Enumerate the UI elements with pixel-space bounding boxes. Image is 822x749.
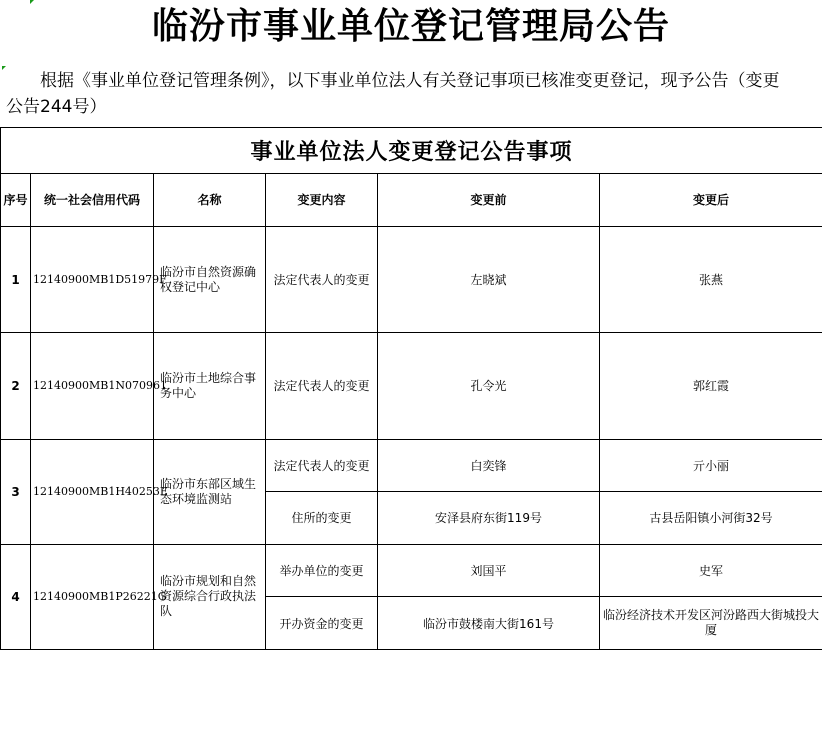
unit-name: 临汾市自然资源确权登记中心 <box>154 227 266 333</box>
change-content: 法定代表人的变更 <box>266 227 378 333</box>
credit-code: 12140900MB1N070961 <box>31 333 154 439</box>
value-after: 张燕 <box>600 227 822 333</box>
change-content: 法定代表人的变更 <box>266 333 378 439</box>
change-content: 法定代表人的变更 <box>266 439 378 492</box>
value-before: 安泽县府东街119号 <box>378 492 600 545</box>
credit-code: 12140900MB1D51979F <box>31 227 154 333</box>
credit-code: 12140900MB1P26221G <box>31 544 154 649</box>
row-index: 4 <box>1 544 31 649</box>
row-index: 1 <box>1 227 31 333</box>
change-registration-table <box>0 127 822 650</box>
change-content: 开办资金的变更 <box>266 597 378 650</box>
header-index: 序号 <box>1 173 31 227</box>
value-before: 刘国平 <box>378 544 600 597</box>
change-content: 举办单位的变更 <box>266 544 378 597</box>
change-content: 住所的变更 <box>266 492 378 545</box>
value-after: 临汾经济技术开发区河汾路西大街城投大厦 <box>600 597 822 650</box>
value-after: 古县岳阳镇小河街32号 <box>600 492 822 545</box>
header-after: 变更后 <box>600 173 822 227</box>
page-title: 临汾市事业单位登记管理局公告 <box>151 5 670 47</box>
value-before: 白奕锋 <box>378 439 600 492</box>
table-row <box>1 333 822 439</box>
header-credit-code: 统一社会信用代码 <box>31 173 154 227</box>
table-row <box>1 439 822 492</box>
credit-code: 12140900MB1H40253E <box>31 439 154 544</box>
value-before: 左晓斌 <box>378 227 600 333</box>
row-index: 3 <box>1 439 31 544</box>
value-before: 临汾市鼓楼南大街161号 <box>378 597 600 650</box>
unit-name: 临汾市规划和自然资源综合行政执法队 <box>154 544 266 649</box>
value-after: 郭红霞 <box>600 333 822 439</box>
table-title: 事业单位法人变更登记公告事项 <box>1 128 822 174</box>
value-after: 亓小丽 <box>600 439 822 492</box>
table-row <box>1 227 822 333</box>
header-change-content: 变更内容 <box>266 173 378 227</box>
header-name: 名称 <box>154 173 266 227</box>
value-after: 史军 <box>600 544 822 597</box>
value-before: 孔令光 <box>378 333 600 439</box>
row-index: 2 <box>1 333 31 439</box>
header-before: 变更前 <box>378 173 600 227</box>
announcement-intro: 根据《事业单位登记管理条例》，以下事业单位法人有关登记事项已核准变更登记，现予公告（变更公告244号） <box>6 71 780 117</box>
unit-name: 临汾市土地综合事务中心 <box>154 333 266 439</box>
table-row <box>1 544 822 597</box>
unit-name: 临汾市东部区域生态环境监测站 <box>154 439 266 544</box>
